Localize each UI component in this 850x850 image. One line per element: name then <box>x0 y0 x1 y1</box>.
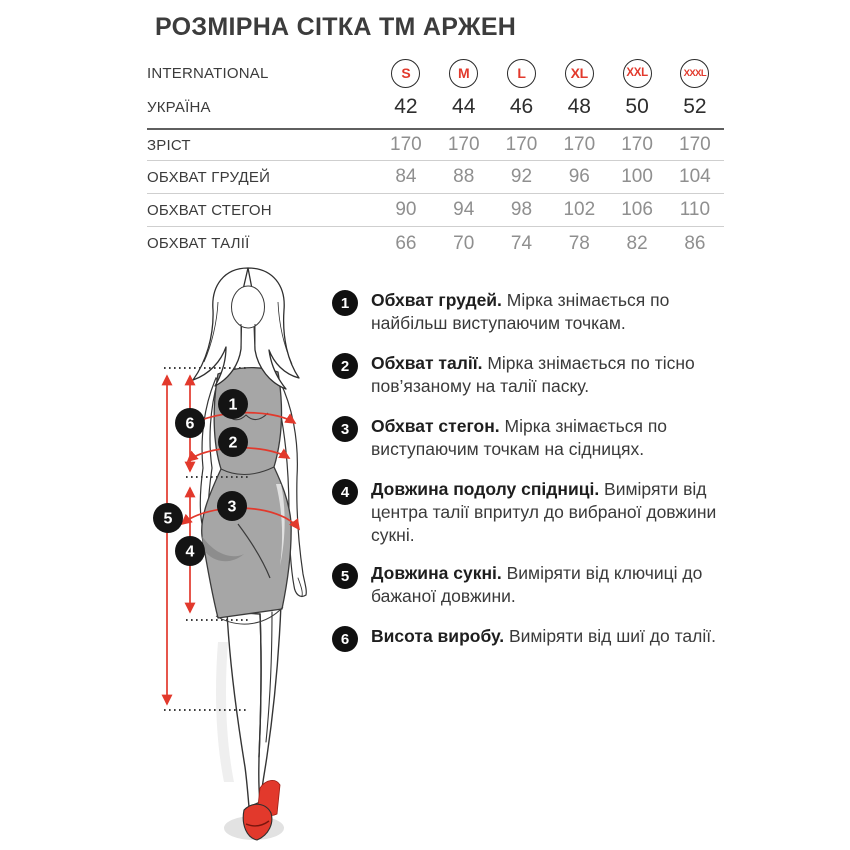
legend-term-6: Висота виробу. <box>371 626 505 646</box>
height-value: 170 <box>621 134 653 155</box>
chest-value: 100 <box>621 166 653 187</box>
row-label-height: ЗРІСТ <box>147 136 191 154</box>
legend-desc-5: Виміряти від ключиці до бажаної довжини. <box>371 563 703 606</box>
row-label-hips: ОБХВАТ СТЕГОН <box>147 201 272 219</box>
size-badge-l: L <box>507 59 536 88</box>
legend-item-3 <box>332 415 724 461</box>
ua-size-value: 48 <box>567 95 591 118</box>
height-value: 170 <box>505 134 538 155</box>
waist-value: 86 <box>684 232 706 254</box>
hips-value: 106 <box>621 199 653 220</box>
woman-illustration <box>148 262 333 847</box>
table-row-international <box>147 56 724 90</box>
table-row-height <box>147 128 724 161</box>
legend-item-1 <box>332 289 724 335</box>
legend-desc-1: Мірка знімається по найбільш виступаючим точкам. <box>371 290 670 333</box>
waist-value: 78 <box>568 232 590 254</box>
height-value: 170 <box>679 134 711 155</box>
table-row-waist <box>147 227 724 260</box>
legend-desc-2: Мірка знімається по тісно пов’язаному на талії паску. <box>371 353 695 396</box>
size-badge-xl: XL <box>565 59 594 88</box>
table-row-chest <box>147 161 724 194</box>
ua-size-value: 50 <box>625 95 649 118</box>
legend-item-4 <box>332 478 724 547</box>
legend-number-6: 6 <box>332 626 358 652</box>
height-value: 170 <box>390 134 422 155</box>
hips-value: 90 <box>395 199 417 220</box>
legend-desc-6: Виміряти від шиї до талії. <box>504 626 716 646</box>
page-title: РОЗМІРНА СІТКА ТМ АРЖЕН <box>155 13 517 41</box>
marker-label-1: 1 <box>228 396 238 414</box>
measurement-legend <box>332 289 724 669</box>
marker-label-2: 2 <box>228 434 238 452</box>
row-label-ukraine: УКРАЇНА <box>147 98 211 116</box>
marker-label-4: 4 <box>185 543 195 561</box>
ua-size-value: 52 <box>683 95 707 118</box>
legend-term-3: Обхват стегон. <box>371 416 500 436</box>
ua-size-value: 46 <box>509 95 534 118</box>
size-badge-xxl: XXL <box>623 59 652 88</box>
legend-number-2: 2 <box>332 353 358 379</box>
legend-number-5: 5 <box>332 563 358 589</box>
waist-value: 70 <box>453 232 475 254</box>
legend-item-5 <box>332 562 724 608</box>
legend-item-2 <box>332 352 724 398</box>
legend-term-4: Довжина подолу спідниці. <box>371 479 600 499</box>
ua-size-value: 44 <box>452 95 476 118</box>
hips-value: 98 <box>510 199 533 220</box>
legend-desc-4: Виміряти від центра талії впритул до вибраної довжини сукні. <box>371 479 717 545</box>
size-table <box>147 56 724 260</box>
waist-value: 66 <box>395 232 417 254</box>
legend-term-5: Довжина сукні. <box>371 563 502 583</box>
size-badge-xxxl: XXXL <box>680 59 709 88</box>
hips-value: 94 <box>453 199 475 220</box>
measurement-figure <box>148 262 333 847</box>
marker-label-6: 6 <box>185 415 195 433</box>
legend-item-6 <box>332 625 724 652</box>
chest-value: 84 <box>395 166 417 187</box>
waist-value: 82 <box>626 232 648 254</box>
row-label-chest: ОБХВАТ ГРУДЕЙ <box>147 168 271 186</box>
height-value: 170 <box>563 134 596 155</box>
hips-value: 110 <box>679 199 711 220</box>
legend-term-1: Обхват грудей. <box>371 290 502 310</box>
legend-term-2: Обхват талії. <box>371 353 483 373</box>
row-label-waist: ОБХВАТ ТАЛІЇ <box>147 235 250 252</box>
chest-value: 88 <box>453 166 475 187</box>
legend-desc-3: Мірка знімається по виступаючим точкам на сідницях. <box>371 416 668 459</box>
chest-value: 92 <box>510 166 533 187</box>
chest-value: 96 <box>568 166 590 187</box>
legend-number-3: 3 <box>332 416 358 442</box>
hips-value: 102 <box>563 199 596 220</box>
marker-label-3: 3 <box>227 498 237 516</box>
height-value: 170 <box>447 134 480 155</box>
size-badge-s: S <box>391 59 420 88</box>
table-row-hips <box>147 194 724 227</box>
legend-number-4: 4 <box>332 479 358 505</box>
size-badge-m: M <box>449 59 478 88</box>
ua-size-value: 42 <box>394 95 418 118</box>
legend-number-1: 1 <box>332 290 358 316</box>
row-label-international: INTERNATIONAL <box>147 64 269 82</box>
chest-value: 104 <box>679 166 711 187</box>
table-row-ukraine <box>147 90 724 128</box>
waist-value: 74 <box>510 232 533 254</box>
marker-label-5: 5 <box>163 510 173 528</box>
legs <box>227 604 281 807</box>
